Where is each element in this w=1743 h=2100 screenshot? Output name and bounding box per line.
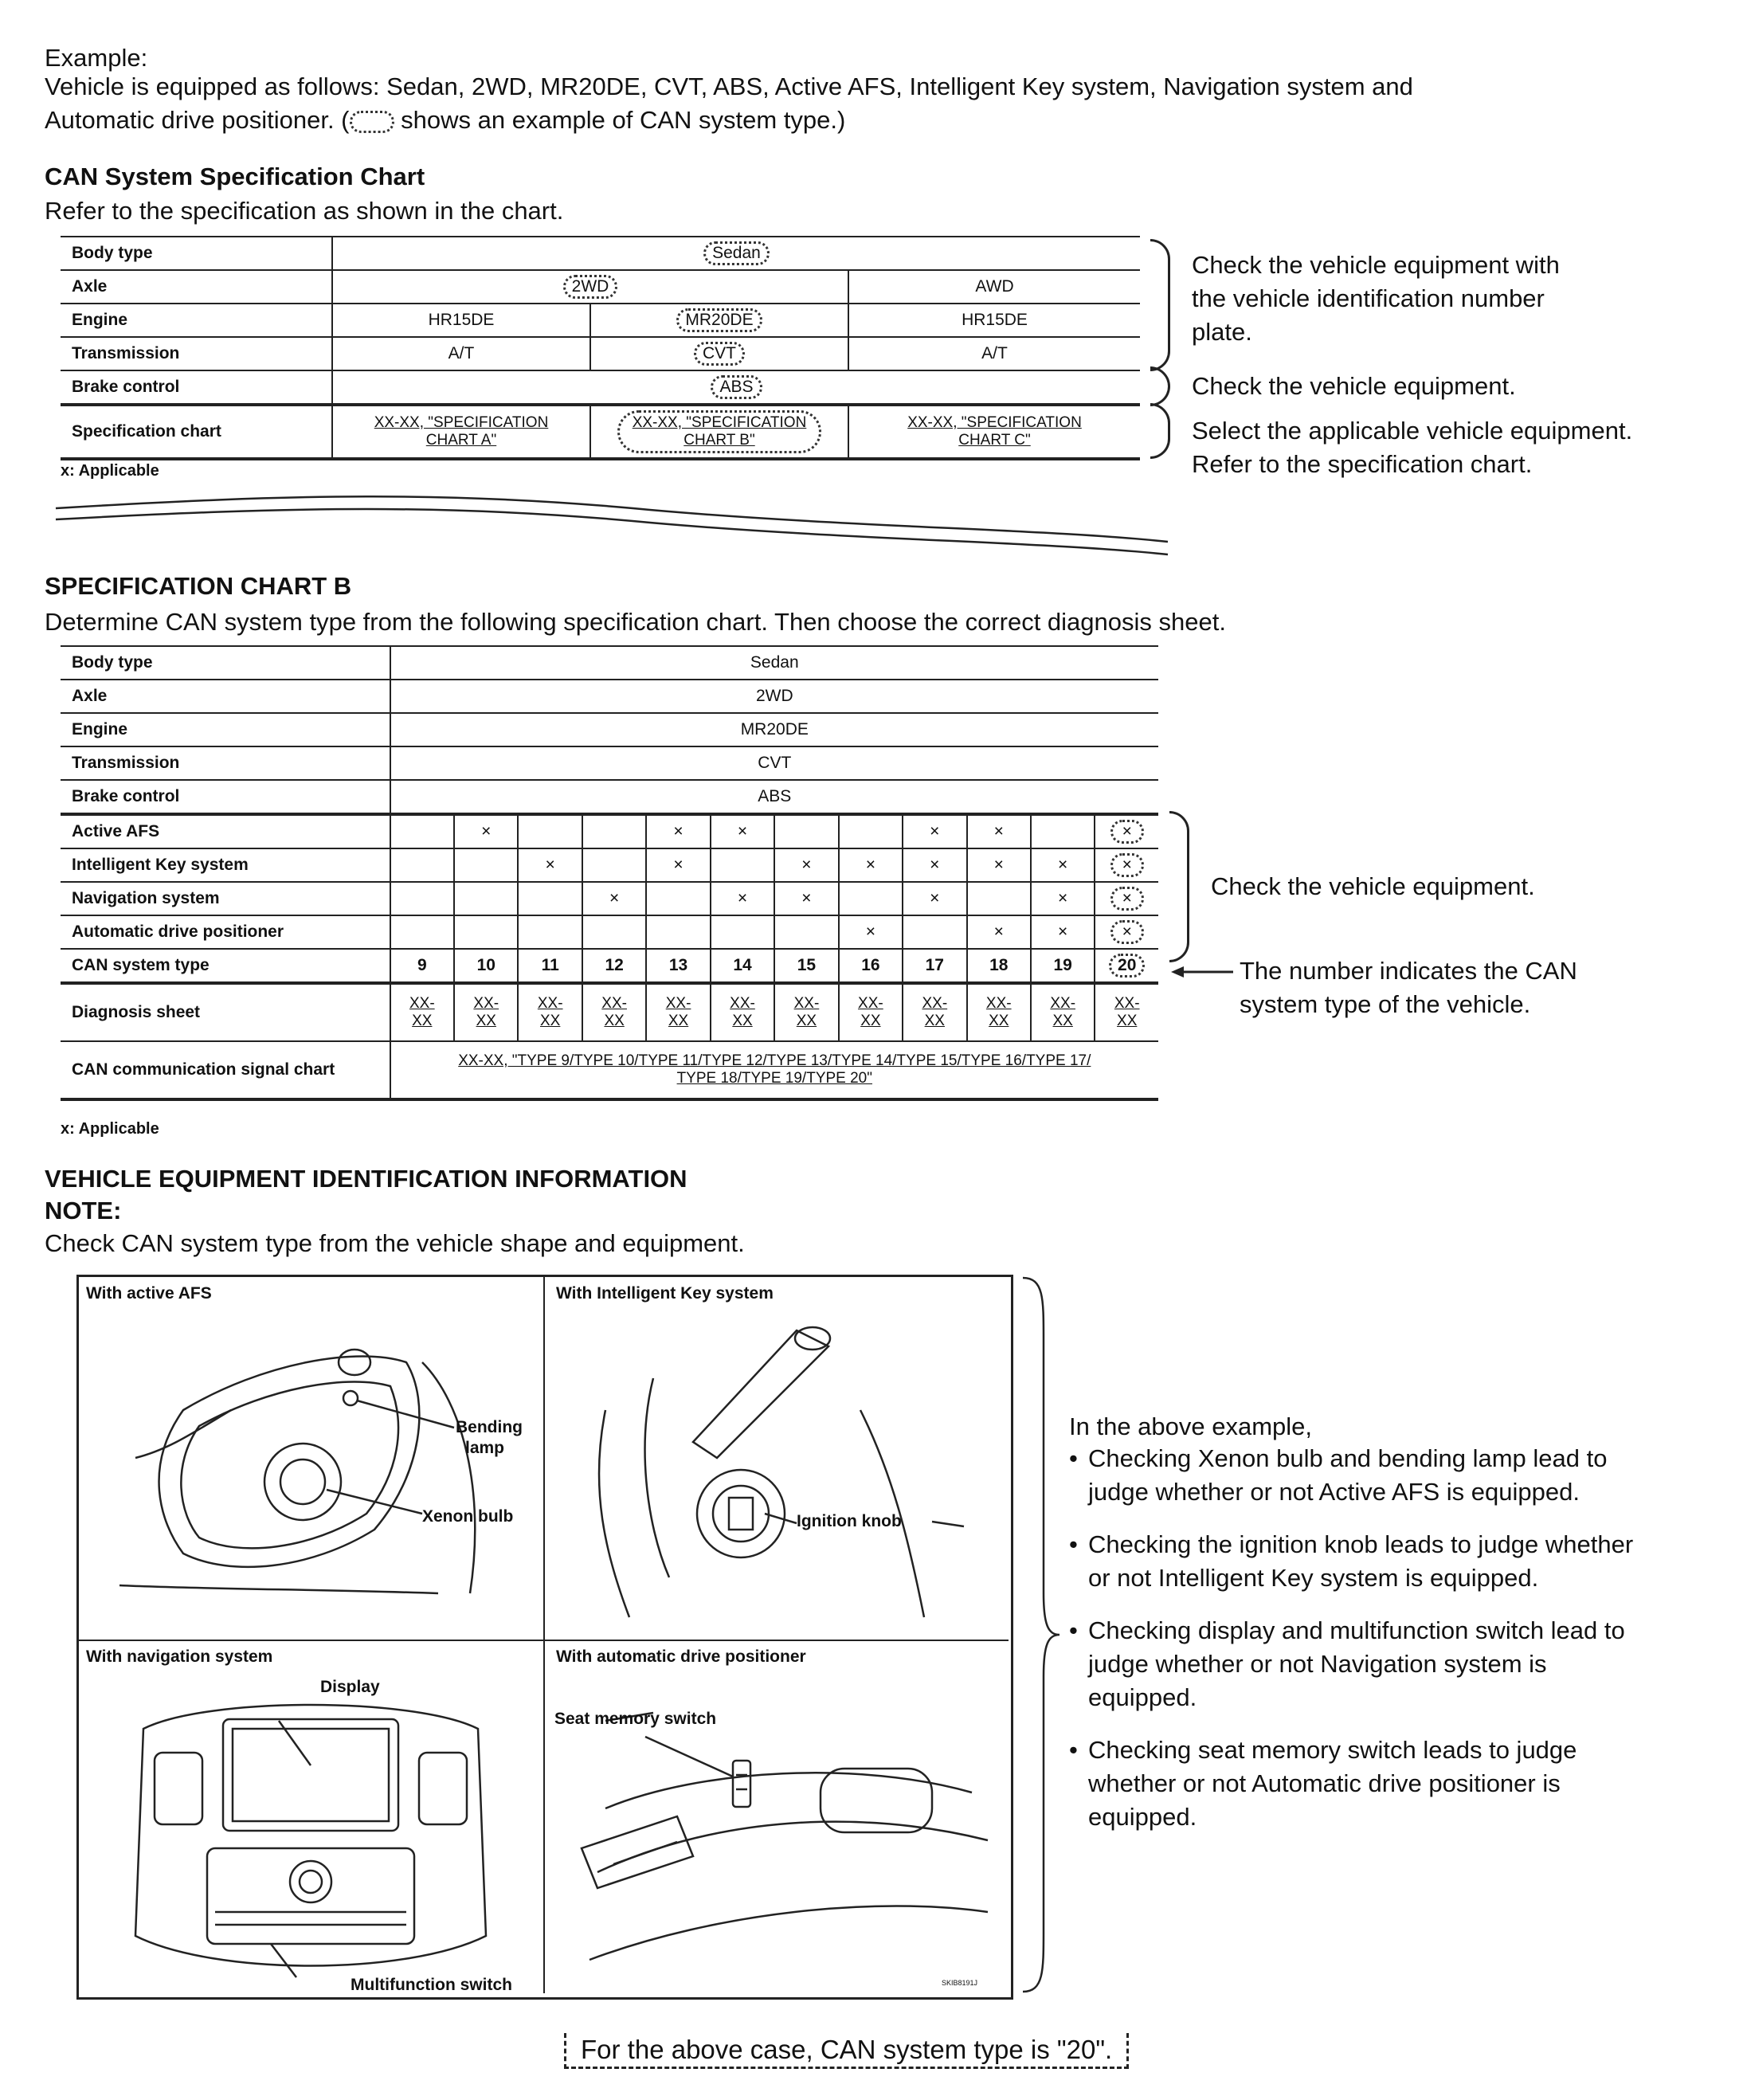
bullet-line: Checking Xenon bulb and bending lamp lead to: [1088, 1444, 1608, 1472]
mark-cell: [646, 882, 710, 915]
can-type-value: 13: [668, 956, 688, 974]
applicable-mark: ×: [1058, 856, 1068, 874]
callout-can-number-line1: The number indicates the CAN: [1240, 957, 1577, 985]
row-equip-3: [61, 915, 1158, 949]
row-label: Automatic drive positioner: [61, 915, 390, 949]
vehicle-info-title: VEHICLE EQUIPMENT IDENTIFICATION INFORMATION: [45, 1165, 687, 1193]
mark-cell: [967, 915, 1031, 949]
value-oval: CVT: [694, 342, 745, 366]
row-signal: [61, 1041, 1158, 1099]
bullet-item: [1069, 1614, 1730, 1714]
diagnosis-sheet-link[interactable]: [839, 983, 903, 1041]
callout-check-equipment: Check the vehicle equipment.: [1192, 372, 1516, 400]
oval-example-icon: [350, 111, 394, 133]
row-equip-0: [61, 814, 1158, 848]
diag-bottom: XX: [412, 1013, 433, 1029]
intro-line2: [45, 104, 845, 137]
diag-top: XX-: [537, 995, 563, 1012]
brace-spec: [1150, 403, 1170, 459]
can-type-value: 12: [605, 956, 624, 974]
mark-cell: [582, 915, 646, 949]
callout-seat-memory-switch: Seat memory switch: [554, 1710, 717, 1728]
spec-b-line1: XX-XX, "SPECIFICATION: [632, 414, 807, 431]
cell: [590, 337, 848, 370]
chart-b-note: x: Applicable: [61, 1120, 159, 1138]
bullet-icon: •: [1069, 1444, 1078, 1472]
signal-line1: XX-XX, "TYPE 9/TYPE 10/TYPE 11/TYPE 12/TYPE 13/TYPE 14/TYPE 15/TYPE 16/TYPE 17/: [458, 1052, 1091, 1069]
row-label: Engine: [61, 304, 332, 337]
row-engine: [61, 304, 1140, 337]
diagnosis-sheet-link[interactable]: [903, 983, 966, 1041]
diag-top: XX-: [409, 995, 435, 1012]
row-transmission: [61, 337, 1140, 370]
row-axle: [61, 680, 1158, 713]
mark-cell: [454, 915, 518, 949]
row-brake: [61, 370, 1140, 405]
applicable-mark: ×: [1110, 853, 1144, 877]
applicable-mark: ×: [737, 822, 748, 840]
mark-cell: [774, 814, 838, 848]
callout-bending-lamp-2: lamp: [465, 1439, 505, 1457]
intro-line2a: Automatic drive positioner. (: [45, 106, 350, 134]
brace-brake: [1150, 366, 1170, 406]
row-label: CAN system type: [61, 949, 390, 983]
mark-cell: [1031, 848, 1095, 882]
applicable-mark: ×: [1110, 920, 1144, 944]
explain-bullets: [1069, 1442, 1730, 1853]
panel-adp-label: With automatic drive positioner: [556, 1647, 806, 1666]
row-spec-chart: [61, 405, 1140, 459]
diag-top: XX-: [601, 995, 627, 1012]
intro-line2b: shows an example of CAN system type.): [401, 106, 846, 134]
can-type-cell: [454, 949, 518, 983]
can-type-cell: [839, 949, 903, 983]
panel-afs-label: With active AFS: [86, 1284, 212, 1303]
brace-vehicle-id: [1150, 239, 1170, 371]
mark-cell: [390, 814, 454, 848]
cell: A/T: [848, 337, 1140, 370]
navigation-drawing: [88, 1673, 534, 1992]
cell: HR15DE: [332, 304, 590, 337]
can-type-value: 10: [476, 956, 495, 974]
spec-b-line2: CHART B": [683, 432, 755, 449]
bullet-line: or not Intelligent Key system is equipped.: [1088, 1564, 1539, 1592]
diag-top: XX-: [1114, 995, 1140, 1012]
row-label: Brake control: [61, 370, 332, 405]
diagnosis-sheet-link[interactable]: [967, 983, 1031, 1041]
can-type-cell: [646, 949, 710, 983]
mark-cell: [646, 814, 710, 848]
applicable-mark: ×: [545, 856, 555, 874]
figure-divider-h: [78, 1640, 1009, 1641]
bullet-line: judge whether or not Active AFS is equipped.: [1088, 1478, 1580, 1506]
mark-cell: [518, 848, 582, 882]
diag-bottom: XX: [924, 1013, 945, 1029]
row-diag: [61, 983, 1158, 1041]
spec-link-a[interactable]: [332, 405, 590, 459]
panel-nav-label: With navigation system: [86, 1647, 273, 1666]
diag-top: XX-: [1050, 995, 1076, 1012]
spec-link-b[interactable]: [590, 405, 848, 459]
can-type-value: 9: [417, 956, 427, 974]
mark-cell: [967, 882, 1031, 915]
callout-bending-lamp-1: Bending: [456, 1418, 523, 1436]
row-label: Brake control: [61, 780, 390, 814]
mark-cell: [711, 848, 774, 882]
mark-cell: [454, 848, 518, 882]
diag-top: XX-: [793, 995, 820, 1012]
vehicle-info-note: NOTE:: [45, 1197, 122, 1224]
spec-c-line1: XX-XX, "SPECIFICATION: [907, 414, 1082, 431]
mark-cell: [839, 882, 903, 915]
diag-bottom: XX: [989, 1013, 1009, 1029]
diagnosis-sheet-link[interactable]: [774, 983, 838, 1041]
mark-cell: [1095, 814, 1158, 848]
callout-vin-line2: the vehicle identification number: [1192, 284, 1545, 312]
mark-cell: [582, 814, 646, 848]
mark-cell: [518, 814, 582, 848]
diagnosis-sheet-link[interactable]: [454, 983, 518, 1041]
mark-cell: [967, 814, 1031, 848]
row-label: Axle: [61, 270, 332, 304]
bullet-line: equipped.: [1088, 1683, 1197, 1711]
diagnosis-sheet-link[interactable]: [390, 983, 454, 1041]
bullet-line: Checking display and multifunction switch lead to: [1088, 1616, 1625, 1644]
row-label: Transmission: [61, 337, 332, 370]
mark-cell: [1031, 915, 1095, 949]
brace-equipment: [1169, 811, 1189, 962]
row-label: Active AFS: [61, 814, 390, 848]
ignition-drawing: [558, 1314, 1004, 1633]
applicable-mark: ×: [865, 856, 875, 874]
callout-chart-b-check: Check the vehicle equipment.: [1211, 872, 1535, 900]
chart-b-title: SPECIFICATION CHART B: [45, 572, 352, 600]
bullet-item: [1069, 1734, 1730, 1834]
can-type-cell: [390, 949, 454, 983]
value-oval: MR20DE: [676, 308, 762, 332]
mark-cell: [390, 848, 454, 882]
diag-bottom: XX: [476, 1013, 496, 1029]
can-type-value: 14: [733, 956, 752, 974]
can-type-value: 17: [925, 956, 944, 974]
diag-top: XX-: [922, 995, 948, 1012]
applicable-mark: ×: [801, 856, 812, 874]
diag-top: XX-: [858, 995, 883, 1012]
cell: 2WD: [390, 680, 1158, 713]
mark-cell: [903, 814, 966, 848]
row-engine: [61, 713, 1158, 746]
applicable-mark: ×: [801, 889, 812, 907]
mark-cell: [582, 848, 646, 882]
bullet-line: equipped.: [1088, 1803, 1197, 1831]
diag-bottom: XX: [860, 1013, 881, 1029]
diagnosis-sheet-link[interactable]: [1031, 983, 1095, 1041]
callout-xenon-bulb: Xenon bulb: [422, 1507, 514, 1526]
diag-bottom: XX: [1117, 1013, 1138, 1029]
bullet-line: Checking seat memory switch leads to judge: [1088, 1736, 1577, 1764]
signal-line2: TYPE 18/TYPE 19/TYPE 20": [676, 1070, 872, 1087]
spec-a-line1: XX-XX, "SPECIFICATION: [374, 414, 549, 431]
row-axle: [61, 270, 1140, 304]
cell: [590, 304, 848, 337]
explain-intro: In the above example,: [1069, 1412, 1313, 1440]
diag-top: XX-: [665, 995, 691, 1012]
callout-vin-line1: Check the vehicle equipment with: [1192, 251, 1560, 279]
mark-cell: [646, 848, 710, 882]
applicable-mark: ×: [865, 923, 875, 941]
cell: AWD: [848, 270, 1140, 304]
row-label: Body type: [61, 237, 332, 270]
can-type-value: 19: [1053, 956, 1072, 974]
diagnosis-sheet-link[interactable]: [518, 983, 582, 1041]
mark-cell: [711, 814, 774, 848]
can-type-cell: [711, 949, 774, 983]
chart-b-subtitle: Determine CAN system type from the following specification chart. Then choose the correct diagnosis sheet.: [45, 608, 1226, 636]
cell: A/T: [332, 337, 590, 370]
row-label: Diagnosis sheet: [61, 983, 390, 1041]
row-label: Specification chart: [61, 405, 332, 459]
intro-line1: Vehicle is equipped as follows: Sedan, 2WD, MR20DE, CVT, ABS, Active AFS, Intelligent Key system, Navigation system and: [45, 72, 1413, 100]
row-body-type: [61, 646, 1158, 680]
mark-cell: [1031, 882, 1095, 915]
cell: MR20DE: [390, 713, 1158, 746]
can-type-value: 18: [989, 956, 1009, 974]
mark-cell: [711, 882, 774, 915]
mark-cell: [711, 915, 774, 949]
cell: ABS: [390, 780, 1158, 814]
can-chart-subtitle: Refer to the specification as shown in the chart.: [45, 197, 564, 225]
callout-select-line1: Select the applicable vehicle equipment.: [1192, 417, 1633, 445]
callout-display: Display: [320, 1678, 380, 1696]
cell: [332, 370, 1140, 405]
row-label: Axle: [61, 680, 390, 713]
intro-label: Example:: [45, 44, 148, 72]
figure-brace: [1020, 1275, 1067, 1995]
mark-cell: [1095, 915, 1158, 949]
applicable-mark: ×: [1058, 889, 1068, 907]
spec-link-c[interactable]: [848, 405, 1140, 459]
can-type-cell: [903, 949, 966, 983]
diag-top: XX-: [473, 995, 499, 1012]
row-label: CAN communication signal chart: [61, 1041, 390, 1099]
bullet-icon: •: [1069, 1530, 1078, 1558]
mark-cell: [774, 915, 838, 949]
headlamp-drawing: [88, 1314, 534, 1633]
spec-c-line2: CHART C": [958, 432, 1031, 449]
row-label: Transmission: [61, 746, 390, 780]
vehicle-info-text: Check CAN system type from the vehicle shape and equipment.: [45, 1229, 745, 1257]
diag-top: XX-: [985, 995, 1012, 1012]
mark-cell: [1095, 848, 1158, 882]
can-type-cell: [518, 949, 582, 983]
signal-chart-link[interactable]: [390, 1041, 1158, 1099]
mark-cell: [454, 882, 518, 915]
panel-key-label: With Intelligent Key system: [556, 1284, 774, 1303]
spec-a-line2: CHART A": [425, 432, 497, 449]
row-label: Engine: [61, 713, 390, 746]
mark-cell: [390, 915, 454, 949]
row-equip-2: [61, 882, 1158, 915]
applicable-mark: ×: [930, 822, 940, 840]
bullet-item: [1069, 1442, 1730, 1509]
mark-cell: [903, 915, 966, 949]
can-chart-note: x: Applicable: [61, 462, 159, 480]
value-oval: Sedan: [703, 241, 770, 265]
mark-cell: [774, 882, 838, 915]
bullet-item: [1069, 1528, 1730, 1595]
applicable-mark: ×: [1110, 820, 1144, 844]
mark-cell: [967, 848, 1031, 882]
applicable-mark: ×: [993, 822, 1004, 840]
can-type-cell: [582, 949, 646, 983]
mark-cell: [839, 915, 903, 949]
mark-cell: [903, 848, 966, 882]
footer-conclusion: [564, 2033, 1129, 2069]
applicable-mark: ×: [930, 856, 940, 874]
diagnosis-sheet-link[interactable]: [711, 983, 774, 1041]
row-label: Navigation system: [61, 882, 390, 915]
bullet-icon: •: [1069, 1736, 1078, 1764]
row-brake: [61, 780, 1158, 814]
can-type-value: 16: [861, 956, 880, 974]
bullet-icon: •: [1069, 1616, 1078, 1644]
callout-select-line2: Refer to the specification chart.: [1192, 450, 1533, 478]
value-oval: 2WD: [563, 275, 618, 299]
callout-vin-line3: plate.: [1192, 318, 1252, 346]
diagnosis-sheet-link[interactable]: [646, 983, 710, 1041]
applicable-mark: ×: [673, 856, 683, 874]
cell: [332, 270, 848, 304]
bullet-line: judge whether or not Navigation system is: [1088, 1650, 1547, 1678]
diag-top: XX-: [730, 995, 755, 1012]
can-spec-table: [61, 236, 1140, 460]
diag-bottom: XX: [668, 1013, 689, 1029]
mark-cell: [582, 882, 646, 915]
can-type-cell: [1095, 949, 1158, 983]
cell: Sedan: [390, 646, 1158, 680]
applicable-mark: ×: [993, 923, 1004, 941]
cell: HR15DE: [848, 304, 1140, 337]
diag-bottom: XX: [1052, 1013, 1073, 1029]
row-transmission: [61, 746, 1158, 780]
chart-b-table: [61, 645, 1158, 1101]
applicable-mark: ×: [481, 822, 492, 840]
diag-bottom: XX: [604, 1013, 625, 1029]
mark-cell: [646, 915, 710, 949]
mark-cell: [1031, 814, 1095, 848]
mark-cell: [390, 882, 454, 915]
value-oval: ABS: [711, 375, 762, 399]
callout-can-number-line2: system type of the vehicle.: [1240, 990, 1531, 1018]
applicable-mark: ×: [993, 856, 1004, 874]
figure-code: SKIB8191J: [942, 1979, 978, 1987]
applicable-mark: ×: [1058, 923, 1068, 941]
diagnosis-sheet-link[interactable]: [582, 983, 646, 1041]
mark-cell: [518, 915, 582, 949]
diagnosis-sheet-link[interactable]: [1095, 983, 1158, 1041]
mark-cell: [1095, 882, 1158, 915]
footer-text: For the above case, CAN system type is "20".: [581, 2035, 1113, 2064]
diag-bottom: XX: [540, 1013, 561, 1029]
applicable-mark: ×: [1110, 887, 1144, 911]
mark-cell: [839, 814, 903, 848]
row-can-type: [61, 949, 1158, 983]
mark-cell: [839, 848, 903, 882]
cut-wave-lines: [53, 486, 1184, 558]
arrow-left-icon: [1171, 964, 1235, 980]
diag-bottom: XX: [732, 1013, 753, 1029]
can-chart-title: CAN System Specification Chart: [45, 163, 425, 190]
diag-bottom: XX: [796, 1013, 817, 1029]
row-equip-1: [61, 848, 1158, 882]
callout-multifunction-switch: Multifunction switch: [351, 1976, 512, 1994]
applicable-mark: ×: [930, 889, 940, 907]
callout-ignition-knob: Ignition knob: [797, 1512, 902, 1530]
applicable-mark: ×: [673, 822, 683, 840]
cell: CVT: [390, 746, 1158, 780]
applicable-mark: ×: [609, 889, 620, 907]
bullet-line: Checking the ignition knob leads to judge whether: [1088, 1530, 1634, 1558]
can-type-cell: [967, 949, 1031, 983]
can-type-cell: [774, 949, 838, 983]
can-type-value: 15: [797, 956, 817, 974]
row-label: Intelligent Key system: [61, 848, 390, 882]
cell: [332, 237, 1140, 270]
row-label: Body type: [61, 646, 390, 680]
mark-cell: [774, 848, 838, 882]
row-body-type: [61, 237, 1140, 270]
figure-divider-v: [543, 1276, 545, 1993]
mark-cell: [903, 882, 966, 915]
can-type-value: 11: [541, 956, 559, 974]
can-type-cell: [1031, 949, 1095, 983]
applicable-mark: ×: [737, 889, 748, 907]
bullet-line: whether or not Automatic drive positioner is: [1088, 1769, 1561, 1797]
mark-cell: [454, 814, 518, 848]
can-type-value: 20: [1109, 954, 1145, 978]
mark-cell: [518, 882, 582, 915]
